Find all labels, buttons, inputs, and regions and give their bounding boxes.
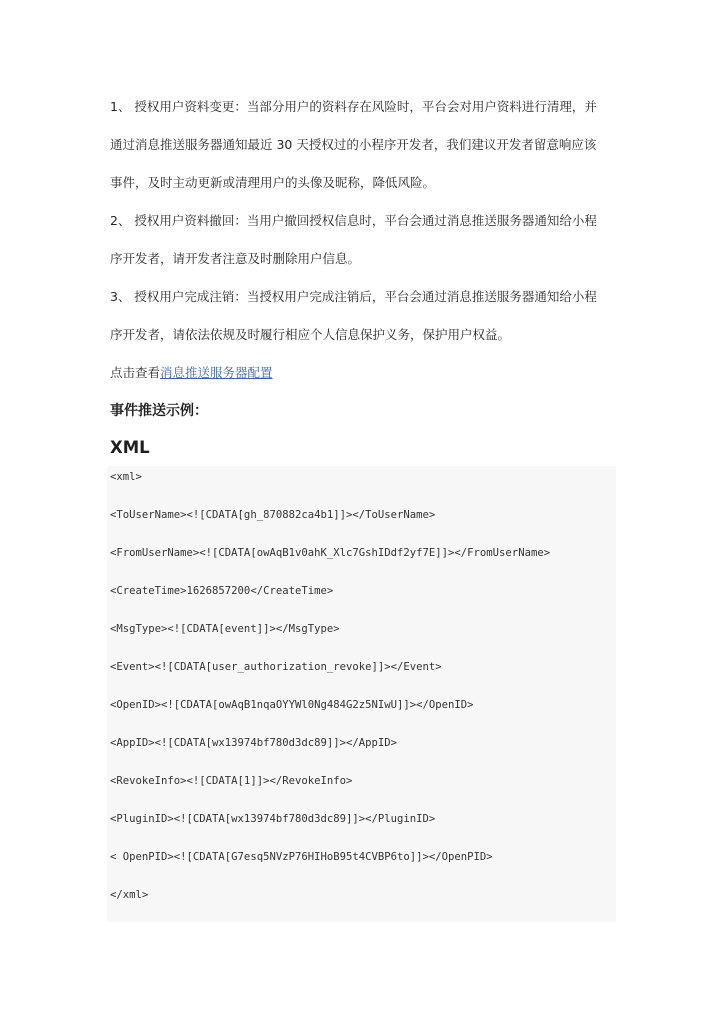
xml-code-block xyxy=(107,466,616,922)
config-link-prefix: 点击查看 xyxy=(110,365,161,380)
paragraph-3-line-2: 序开发者，请依法依规及时履行相应个人信息保护义务，保护用户权益。 xyxy=(110,327,511,342)
example-heading: 事件推送示例： xyxy=(110,403,208,419)
code-line: <ToUserName><![CDATA[gh_870882ca4b1]]></ToUserName> xyxy=(110,509,436,521)
code-line: <FromUserName><![CDATA[owAqB1v0ahK_Xlc7GshIDdf2yf7E]]></FromUserName> xyxy=(110,547,551,559)
xml-heading: XML xyxy=(110,438,150,457)
code-line: <xml> xyxy=(110,471,142,483)
code-line: < OpenPID><![CDATA[G7esq5NVzP76HIHoB95t4CVBP6to]]></OpenPID> xyxy=(110,851,493,863)
paragraph-1-line-2: 通过消息推送服务器通知最近 30 天授权过的小程序开发者，我们建议开发者留意响应该 xyxy=(110,137,597,152)
code-line: <AppID><![CDATA[wx13974bf780d3dc89]]></AppID> xyxy=(110,737,398,749)
code-line: <PluginID><![CDATA[wx13974bf780d3dc89]]></PluginID> xyxy=(110,813,436,825)
code-line: <MsgType><![CDATA[event]]></MsgType> xyxy=(110,623,340,635)
code-line: <RevokeInfo><![CDATA[1]]></RevokeInfo> xyxy=(110,775,353,787)
paragraph-2-line-2: 序开发者，请开发者注意及时删除用户信息。 xyxy=(110,251,361,266)
code-line: <OpenID><![CDATA[owAqB1nqaOYYWl0Ng484G2z5NIwU]]></OpenID> xyxy=(110,699,474,711)
paragraph-1-line-1: 1、 授权用户资料变更：当部分用户的资料存在风险时，平台会对用户资料进行清理，并 xyxy=(110,99,597,114)
paragraph-2-line-1: 2、 授权用户资料撤回：当用户撤回授权信息时，平台会通过消息推送服务器通知给小程 xyxy=(110,213,597,228)
server-config-link[interactable]: 消息推送服务器配置 xyxy=(160,365,273,380)
code-line: </xml> xyxy=(110,889,149,901)
code-line: <CreateTime>1626857200</CreateTime> xyxy=(110,585,334,597)
paragraph-3-line-1: 3、 授权用户完成注销：当授权用户完成注销后，平台会通过消息推送服务器通知给小程 xyxy=(110,289,597,304)
paragraph-1-line-3: 事件，及时主动更新或清理用户的头像及昵称，降低风险。 xyxy=(110,175,436,190)
code-line: <Event><![CDATA[user_authorization_revoke]]></Event> xyxy=(110,661,442,673)
config-link-line xyxy=(110,364,620,382)
